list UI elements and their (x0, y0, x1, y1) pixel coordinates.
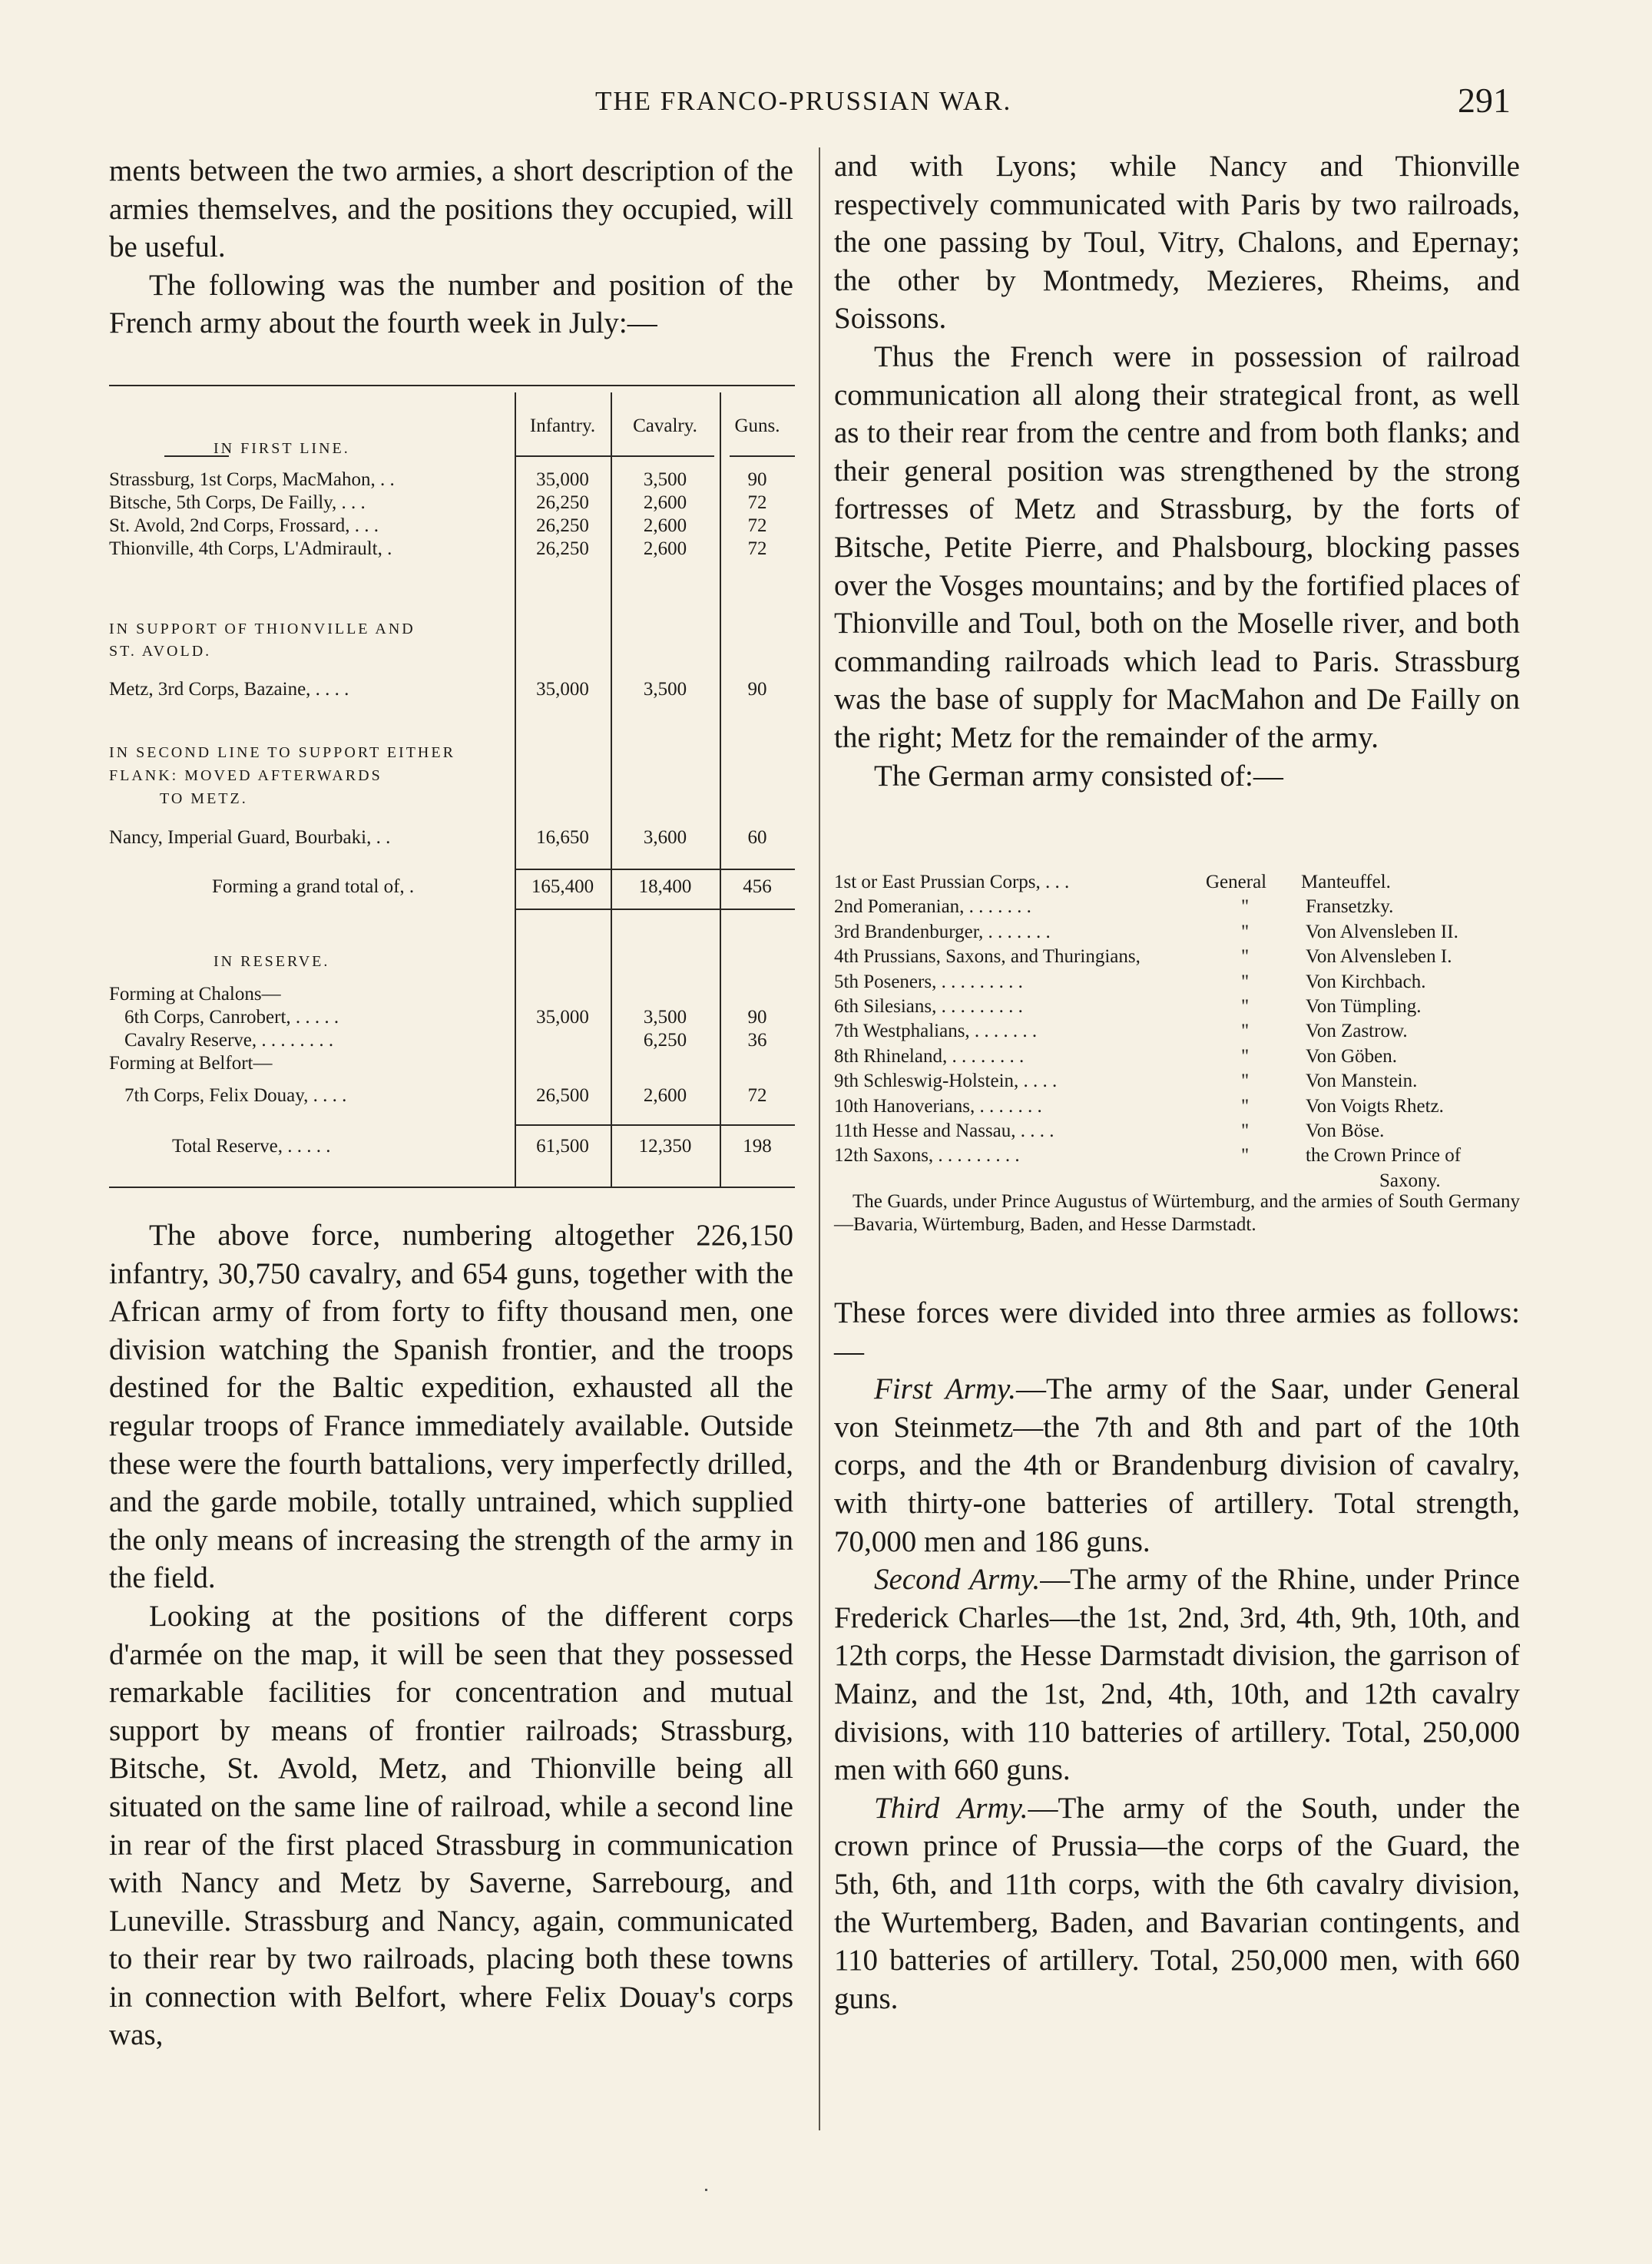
commander-name: Von Böse. (1306, 1120, 1385, 1141)
reserve-total-rule (515, 1124, 795, 1126)
commander-name: the Crown Prince of (1306, 1145, 1462, 1167)
page-mark (705, 2189, 707, 2191)
cell-cavalry: 6,250 (643, 1030, 687, 1051)
german-guards-note: The Guards, under Prince Augustus of Würtemburg, and the armies of South Germany—Bavaria, Würtemburg, Baden, and Hesse Darmstadt. (834, 1191, 1520, 1235)
corps-name: 10th Hanoverians, . . . . . . . (834, 1095, 1042, 1117)
table-bottom-rule (109, 1187, 795, 1188)
corps-name: 12th Saxons, . . . . . . . . . (834, 1145, 1020, 1167)
corps-name: 1st or East Prussian Corps, . . . (834, 872, 1070, 892)
commander-prefix: " (1241, 1021, 1250, 1042)
third-army-paragraph (834, 1789, 1520, 2018)
col-header-cavalry: Cavalry. (633, 415, 697, 436)
commander-name: Von Voigts Rhetz. (1306, 1095, 1444, 1117)
first-army-label: First Army. (874, 1372, 1016, 1406)
paragraph: The above force, numbering altogether 226,150 infantry, 30,750 cavalry, and 654 guns, together with the African army of from forty to fifty thousand men, one division watching the Spanish frontier, and the troops destined for the Baltic expedition, exhausted all the regular troops of France immediately available. Outside these were the fourth battalions, very imperfectly drilled, and the garde mobile, totally untrained, which supplied the only means of increasing the strength of the army in the field. (109, 1219, 793, 1595)
section-second-line: TO METZ. (160, 790, 248, 807)
left-column-top (109, 152, 793, 343)
reserve-total-cavalry: 12,350 (638, 1136, 692, 1157)
grand-total-cavalry: 18,400 (638, 876, 692, 897)
col-header-guns: Guns. (734, 415, 780, 436)
cell-infantry: 35,000 (536, 1007, 589, 1028)
commander-prefix: " (1241, 1071, 1250, 1092)
cell-infantry: 35,000 (536, 679, 589, 700)
row-label: 7th Corps, Felix Douay, . . . . (124, 1085, 347, 1106)
row-label: St. Avold, 2nd Corps, Frossard, . . . (109, 515, 379, 536)
commander-prefix: " (1241, 921, 1250, 942)
cell-guns: 72 (747, 538, 767, 559)
commander-name: Von Kirchbach. (1306, 971, 1426, 992)
cell-cavalry: 2,600 (643, 492, 687, 513)
paragraph: The following was the number and position of the French army about the fourth week in July:— (109, 268, 793, 340)
corps-row (834, 872, 1520, 896)
cell-guns: 72 (747, 1085, 767, 1106)
row-label: 6th Corps, Canrobert, . . . . . (124, 1007, 339, 1028)
cell-cavalry: 3,500 (643, 469, 687, 490)
corps-row (834, 1096, 1520, 1120)
cell-infantry: 35,000 (536, 469, 589, 490)
cell-cavalry: 3,500 (643, 1007, 687, 1028)
row-label: Strassburg, 1st Corps, MacMahon, . . (109, 469, 395, 490)
section-second-line: FLANK: MOVED AFTERWARDS (109, 767, 382, 784)
commander-prefix: " (1241, 995, 1250, 1017)
cell-cavalry: 2,600 (643, 538, 687, 559)
corps-name: 4th Prussians, Saxons, and Thuringians, (834, 946, 1141, 968)
corps-name: 5th Poseners, . . . . . . . . . (834, 971, 1023, 992)
section-support: IN SUPPORT OF THIONVILLE AND (109, 621, 415, 637)
corps-name: 3rd Brandenburger, . . . . . . . (834, 921, 1051, 942)
commander-name: Von Manstein. (1306, 1071, 1418, 1092)
corps-row (834, 922, 1520, 946)
french-army-table (109, 385, 795, 1187)
header-underline (515, 455, 714, 457)
corps-row (834, 1071, 1520, 1095)
cell-guns: 90 (747, 469, 767, 490)
commander-prefix: General (1206, 872, 1267, 892)
column-rule (819, 147, 820, 2130)
corps-row (834, 996, 1520, 1021)
reserve-heading: Forming at Belfort— (109, 1053, 273, 1074)
commander-prefix: " (1241, 1145, 1250, 1167)
cell-infantry: 26,250 (536, 492, 589, 513)
second-army-paragraph (834, 1561, 1520, 1789)
second-army-label: Second Army. (874, 1563, 1041, 1597)
commander-name: Von Tümpling. (1306, 995, 1422, 1017)
cell-guns: 90 (747, 1007, 767, 1028)
cell-infantry: 26,250 (536, 538, 589, 559)
corps-row (834, 896, 1520, 921)
corps-name: 11th Hesse and Nassau, . . . . (834, 1120, 1054, 1141)
reserve-heading: Forming at Chalons— (109, 984, 281, 1005)
corps-row (834, 971, 1520, 996)
commander-name: Von Zastrow. (1306, 1021, 1408, 1042)
commander-name: Von Alvensleben II. (1306, 921, 1458, 942)
corps-row (834, 1145, 1520, 1170)
first-army-paragraph (834, 1370, 1520, 1561)
row-label: Cavalry Reserve, . . . . . . . . (124, 1030, 334, 1051)
german-corps-list (834, 872, 1520, 1195)
corps-name: 7th Westphalians, . . . . . . . (834, 1021, 1038, 1042)
cell-guns: 90 (747, 679, 767, 700)
cell-guns: 36 (747, 1030, 767, 1051)
col-header-infantry: Infantry. (529, 415, 596, 436)
commander-name-continuation: Saxony. (1379, 1170, 1441, 1191)
corps-row (834, 1120, 1520, 1145)
cell-cavalry: 3,500 (643, 679, 687, 700)
corps-name: 6th Silesians, . . . . . . . . . (834, 995, 1023, 1017)
cell-infantry: 26,250 (536, 515, 589, 536)
paragraph: ments between the two armies, a short description of the armies themselves, and the positions they occupied, will be useful. (109, 154, 793, 264)
first-army-text: —The army of the Saar, under General von Steinmetz—the 7th and 8th and part of the 10th corps, and the 4th or Brandenburg division of cavalry, with thirty-one batteries of artillery. Total strength, 70,000 men and 186 guns. (834, 1372, 1521, 1558)
section-reserve: IN RESERVE. (214, 953, 330, 970)
corps-name: 2nd Pomeranian, . . . . . . . (834, 896, 1031, 918)
row-label: Nancy, Imperial Guard, Bourbaki, . . (109, 827, 391, 848)
right-column-top (834, 147, 1520, 795)
reserve-total-guns: 198 (743, 1136, 772, 1157)
corps-row (834, 1046, 1520, 1071)
cell-guns: 60 (747, 827, 767, 848)
cell-cavalry: 2,600 (643, 1085, 687, 1106)
grand-total-guns: 456 (743, 876, 772, 897)
corps-name: 8th Rhineland, . . . . . . . . (834, 1045, 1025, 1067)
grand-total-infantry: 165,400 (531, 876, 594, 897)
cell-infantry: 26,500 (536, 1085, 589, 1106)
left-column-bottom (109, 1216, 793, 2054)
right-column-bottom (834, 1294, 1520, 2017)
grand-total-label: Forming a grand total of, . (212, 876, 415, 897)
cell-cavalry: 2,600 (643, 515, 687, 536)
cell-cavalry: 3,600 (643, 827, 687, 848)
corps-name: 9th Schleswig-Holstein, . . . . (834, 1071, 1058, 1092)
second-army-text: —The army of the Rhine, under Prince Frederick Charles—the 1st, 2nd, 3rd, 4th, 9th, 10th, and 12th corps, the Hesse Darmstadt division, the garrison of Mainz, and the 1st, 2nd, 4th, 10th, and 12th cavalry divisions, with 110 batteries of artillery. Total, 250,000 men with 660 guns. (834, 1563, 1520, 1787)
paragraph: The German army consisted of:— (874, 759, 1283, 793)
row-label: Metz, 3rd Corps, Bazaine, . . . . (109, 679, 349, 700)
commander-prefix: " (1241, 1095, 1250, 1117)
paragraph: These forces were divided into three armies as follows:— (834, 1296, 1520, 1368)
commander-name: Von Göben. (1306, 1045, 1397, 1067)
subtotal-rule (515, 869, 795, 870)
paragraph: Thus the French were in possession of railroad communication all along their strategical front, as well as to their rear from the centre and from both flanks; and their general position was strengthened by the strong fortresses of Metz and Strassburg, by the forts of Bitsche, Petite Pierre, and Phalsbourg, blocking passes over the Vosges mountains; and by the fortified places of Thionville and Toul, both on the Moselle river, and both commanding railroads which lead to Paris. Strassburg was the base of supply for MacMahon and De Failly on the right; Metz for the remainder of the army. (834, 339, 1520, 754)
paragraph: Looking at the positions of the different corps d'armée on the map, it will be seen that they possessed remarkable facilities for concentration and mutual support by means of frontier railroads; Strassburg, Bitsche, St. Avold, Metz, and Thionville being all situated on the same line of railroad, while a second line in rear of the first placed Strassburg in communication with Nancy and Metz by Saverne, Sarrebourg, and Luneville. Strassburg and Nancy, again, communicated to their rear by two railroads, placing both these towns in connection with Belfort, where Felix Douay's corps was, (109, 1599, 793, 2052)
paragraph: and with Lyons; while Nancy and Thionville respectively communicated with Paris by two railroads, the one passing by Toul, Vitry, Chalons, and Epernay; the other by Montmedy, Mezieres, Rheims, and Soissons. (834, 150, 1520, 336)
commander-prefix: " (1241, 1120, 1250, 1141)
commander-name: Fransetzky. (1306, 896, 1394, 918)
corps-row (834, 946, 1520, 971)
page-number: 291 (1458, 81, 1511, 120)
running-title: THE FRANCO-PRUSSIAN WAR. (595, 86, 1012, 116)
cell-guns: 72 (747, 492, 767, 513)
subtotal-rule (515, 909, 795, 910)
cell-infantry: 16,650 (536, 827, 589, 848)
third-army-text: —The army of the South, under the crown prince of Prussia—the corps of the Guard, the 5th, 6th, and 11th corps, with the 6th cavalry division, the Wurtemberg, Baden, and Bavarian contingents, and 110 batteries of artillery. Total, 250,000 men, with 660 guns. (834, 1791, 1521, 2015)
table-top-rule (109, 385, 795, 386)
row-label: Bitsche, 5th Corps, De Failly, . . . (109, 492, 366, 513)
commander-name: Manteuffel. (1301, 872, 1391, 892)
commander-prefix: " (1241, 1045, 1250, 1067)
commander-name: Von Alvensleben I. (1306, 946, 1452, 968)
section-second-line: IN SECOND LINE TO SUPPORT EITHER (109, 744, 455, 761)
commander-prefix: " (1241, 971, 1250, 992)
third-army-label: Third Army. (874, 1791, 1028, 1825)
row-label: Thionville, 4th Corps, L'Admirault, . (109, 538, 392, 559)
cell-guns: 72 (747, 515, 767, 536)
section-support: ST. AVOLD. (109, 643, 212, 660)
corps-row (834, 1021, 1520, 1045)
header-underline (730, 455, 795, 457)
commander-prefix: " (1241, 896, 1250, 918)
reserve-total-label: Total Reserve, . . . . . (172, 1136, 331, 1157)
reserve-total-infantry: 61,500 (536, 1136, 589, 1157)
commander-prefix: " (1241, 946, 1250, 968)
section-first-line: IN FIRST LINE. (214, 440, 350, 457)
